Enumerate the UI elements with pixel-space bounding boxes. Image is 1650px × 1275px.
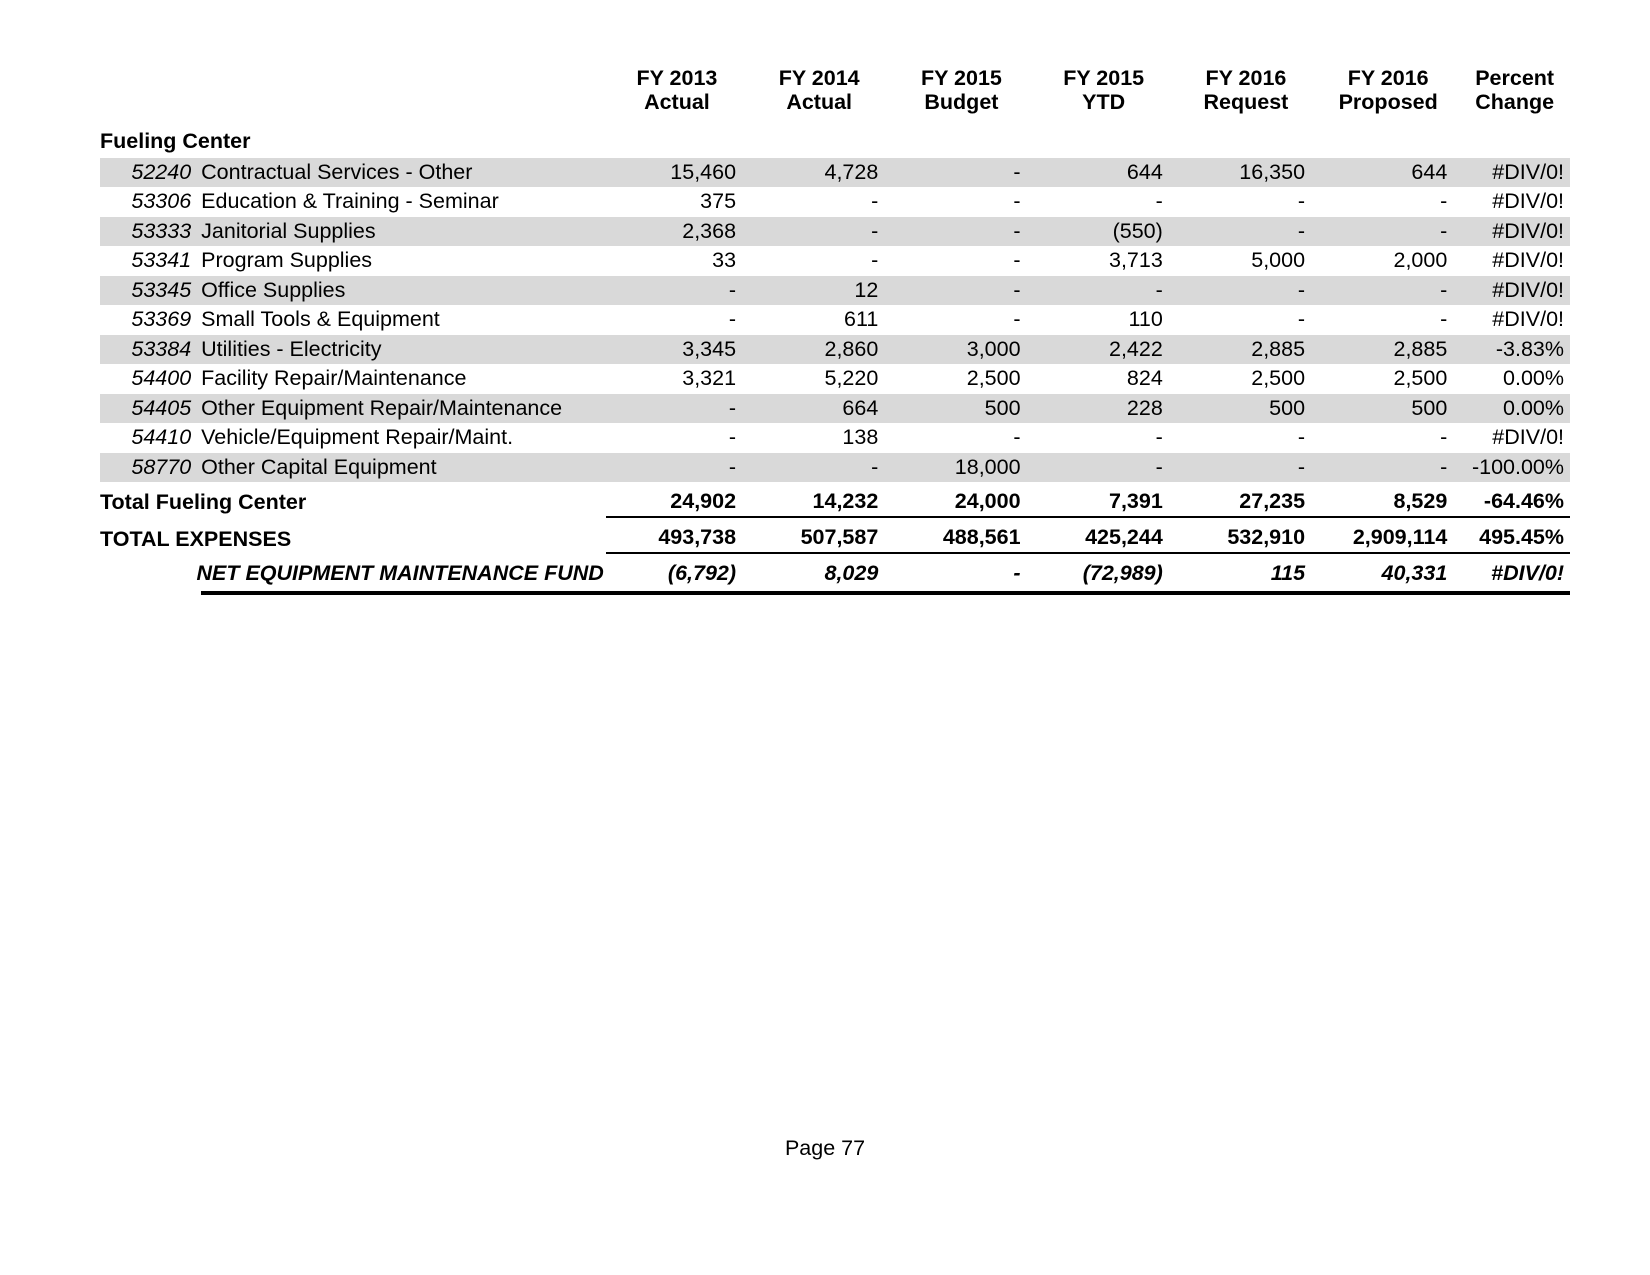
total-expenses-row-fy2015budget: 488,561 xyxy=(890,517,1032,554)
cell-fy2015budget: - xyxy=(1013,189,1021,213)
total-expenses-row-fy2016proposed: 2,909,114 xyxy=(1317,517,1459,554)
budget-table xyxy=(100,58,1570,600)
net-fund-row-fy2014: 8,029 xyxy=(748,553,890,593)
cell-fy2016request: 5,000 xyxy=(1251,248,1306,272)
net-fund-row xyxy=(100,553,1570,593)
table-row xyxy=(100,423,1570,453)
cell-percent-change: #DIV/0! xyxy=(1492,425,1564,449)
cell-fy2016proposed: - xyxy=(1440,425,1448,449)
total-expenses-row-fy2016request: 532,910 xyxy=(1175,517,1317,554)
cell-fy2016request: - xyxy=(1175,276,1317,306)
header-desc-line1 xyxy=(201,58,606,92)
cell-fy2016request: - xyxy=(1297,307,1306,331)
cell-fy2015ytd: (550) xyxy=(1033,217,1175,247)
cell-fy2015ytd: - xyxy=(1033,453,1175,483)
total-expenses-row-percent: 495.45% xyxy=(1459,517,1570,554)
header-desc-line2 xyxy=(201,92,606,130)
cell-fy2014: 4,728 xyxy=(748,158,890,188)
table-row xyxy=(100,187,1570,217)
total-expenses-row xyxy=(100,517,1570,554)
cell-fy2016proposed: 2,000 xyxy=(1393,248,1448,272)
cell-fy2016proposed: - xyxy=(1440,189,1448,213)
cell-fy2013: 375 xyxy=(700,189,737,213)
cell-fy2016proposed: 500 xyxy=(1317,394,1459,424)
account-code: 54400 xyxy=(131,366,192,390)
cell-fy2016request: 2,500 xyxy=(1251,366,1306,390)
cell-fy2014: - xyxy=(748,217,890,247)
cell-fy2016request: 500 xyxy=(1175,394,1317,424)
header-fy2013-line2: Actual xyxy=(644,89,710,114)
header-fy2016proposed-line2: Proposed xyxy=(1338,89,1438,114)
account-description: Small Tools & Equipment xyxy=(201,307,440,331)
cell-fy2014: - xyxy=(871,189,879,213)
cell-fy2016proposed: - xyxy=(1317,217,1459,247)
table-body xyxy=(100,129,1570,600)
section-title-label: Fueling Center xyxy=(100,129,251,153)
cell-fy2015ytd: 3,713 xyxy=(1108,248,1163,272)
cell-fy2014: - xyxy=(871,248,879,272)
table-bottom-rule xyxy=(100,593,1570,600)
cell-fy2015budget: - xyxy=(890,158,1032,188)
account-code: 58770 xyxy=(100,453,201,483)
cell-fy2016proposed: 2,500 xyxy=(1393,366,1448,390)
cell-fy2014: 2,860 xyxy=(748,335,890,365)
cell-fy2015ytd: 110 xyxy=(1128,307,1163,331)
account-description: Vehicle/Equipment Repair/Maint. xyxy=(201,425,514,449)
cell-fy2016proposed: - xyxy=(1440,307,1448,331)
cell-fy2016proposed: 2,885 xyxy=(1317,335,1459,365)
account-code: 53384 xyxy=(100,335,201,365)
cell-fy2014: 5,220 xyxy=(824,366,879,390)
cell-fy2013: 2,368 xyxy=(606,217,748,247)
cell-fy2013: 15,460 xyxy=(606,158,748,188)
table-row xyxy=(100,276,1570,306)
net-fund-row-percent: #DIV/0! xyxy=(1459,553,1570,593)
cell-fy2015budget: - xyxy=(1013,248,1021,272)
section-title-row xyxy=(100,129,1570,158)
header-code-line2 xyxy=(100,92,201,130)
cell-fy2016proposed: - xyxy=(1317,453,1459,483)
cell-percent-change: #DIV/0! xyxy=(1492,307,1564,331)
header-code-line1 xyxy=(100,58,201,92)
total-expenses-row-label: TOTAL EXPENSES xyxy=(100,517,606,554)
account-code: 53369 xyxy=(131,307,192,331)
cell-fy2015budget: 500 xyxy=(890,394,1032,424)
total-expenses-row-fy2014: 507,587 xyxy=(748,517,890,554)
net-fund-row-fy2016request: 115 xyxy=(1175,553,1317,593)
header-fy2015ytd-line1: FY 2015 xyxy=(1063,66,1145,90)
table-row xyxy=(100,246,1570,276)
cell-fy2015ytd: 2,422 xyxy=(1033,335,1175,365)
cell-fy2016proposed: - xyxy=(1317,276,1459,306)
cell-fy2013: 33 xyxy=(712,248,737,272)
cell-percent-change: 0.00% xyxy=(1503,366,1564,390)
total-fueling-center-row-percent: -64.46% xyxy=(1459,482,1570,517)
table-row xyxy=(100,335,1570,365)
cell-fy2015budget: - xyxy=(890,276,1032,306)
total-fueling-center-row-fy2015ytd: 7,391 xyxy=(1033,482,1175,517)
account-description: Office Supplies xyxy=(201,276,606,306)
cell-percent-change: #DIV/0! xyxy=(1492,248,1564,272)
cell-fy2016proposed: 644 xyxy=(1317,158,1459,188)
table-row xyxy=(100,158,1570,188)
header-fy2015ytd-line2: YTD xyxy=(1082,89,1126,114)
cell-fy2015budget: 3,000 xyxy=(890,335,1032,365)
header-fy2015budget-line2: Budget xyxy=(924,89,999,114)
total-expenses-row-fy2013: 493,738 xyxy=(606,517,748,554)
account-code: 53345 xyxy=(100,276,201,306)
table-row xyxy=(100,453,1570,483)
net-fund-row-fy2015budget: - xyxy=(890,553,1032,593)
total-fueling-center-row-fy2016proposed: 8,529 xyxy=(1317,482,1459,517)
account-code: 53341 xyxy=(131,248,192,272)
cell-fy2016request: - xyxy=(1175,217,1317,247)
cell-fy2015budget: - xyxy=(890,217,1032,247)
account-code: 54405 xyxy=(100,394,201,424)
account-description: Janitorial Supplies xyxy=(201,217,606,247)
header-fy2016proposed-line1: FY 2016 xyxy=(1347,66,1429,90)
total-fueling-center-row-fy2013: 24,902 xyxy=(606,482,748,517)
net-fund-row-label: NET EQUIPMENT MAINTENANCE FUND xyxy=(100,553,606,593)
account-description: Other Capital Equipment xyxy=(201,453,606,483)
cell-fy2015ytd: 228 xyxy=(1033,394,1175,424)
cell-fy2014: 138 xyxy=(842,425,879,449)
rule-spacer xyxy=(100,593,201,600)
net-fund-row-fy2013: (6,792) xyxy=(606,553,748,593)
total-fueling-center-row-fy2016request: 27,235 xyxy=(1175,482,1317,517)
header-row-line2 xyxy=(100,92,1570,130)
account-description: Education & Training - Seminar xyxy=(201,189,499,213)
account-description: Facility Repair/Maintenance xyxy=(201,366,467,390)
cell-percent-change: #DIV/0! xyxy=(1492,189,1564,213)
cell-fy2016request: - xyxy=(1175,453,1317,483)
account-code: 53306 xyxy=(131,189,192,213)
cell-fy2016request: 2,885 xyxy=(1175,335,1317,365)
cell-percent-change: -100.00% xyxy=(1459,453,1570,483)
cell-percent-change: -3.83% xyxy=(1459,335,1570,365)
cell-fy2015budget: 18,000 xyxy=(890,453,1032,483)
rule-line xyxy=(201,593,1570,600)
account-description: Program Supplies xyxy=(201,248,373,272)
account-description: Utilities - Electricity xyxy=(201,335,606,365)
account-code: 53333 xyxy=(100,217,201,247)
cell-fy2015ytd: - xyxy=(1155,189,1163,213)
net-fund-row-fy2016proposed: 40,331 xyxy=(1317,553,1459,593)
cell-fy2016request: - xyxy=(1297,189,1306,213)
table-header xyxy=(100,58,1570,129)
header-fy2014-line1: FY 2014 xyxy=(778,66,860,90)
cell-fy2013: - xyxy=(606,453,748,483)
cell-fy2015ytd: - xyxy=(1155,425,1163,449)
cell-percent-change: 0.00% xyxy=(1459,394,1570,424)
total-fueling-center-row-label: Total Fueling Center xyxy=(100,482,606,517)
account-code: 54410 xyxy=(131,425,192,449)
cell-fy2013: 3,345 xyxy=(606,335,748,365)
account-description: Contractual Services - Other xyxy=(201,158,606,188)
cell-fy2013: - xyxy=(606,276,748,306)
cell-percent-change: #DIV/0! xyxy=(1459,217,1570,247)
net-fund-row-fy2015ytd: (72,989) xyxy=(1033,553,1175,593)
cell-percent-change: #DIV/0! xyxy=(1459,276,1570,306)
account-code: 52240 xyxy=(100,158,201,188)
cell-percent-change: #DIV/0! xyxy=(1459,158,1570,188)
header-fy2013-line1: FY 2013 xyxy=(636,66,718,90)
cell-fy2015budget: - xyxy=(1013,425,1021,449)
total-fueling-center-row-fy2014: 14,232 xyxy=(748,482,890,517)
table-row xyxy=(100,305,1570,335)
cell-fy2014: 611 xyxy=(844,307,879,331)
table-row xyxy=(100,394,1570,424)
header-fy2015budget-line1: FY 2015 xyxy=(920,66,1002,90)
cell-fy2013: - xyxy=(728,425,737,449)
header-fy2016request-line1: FY 2016 xyxy=(1205,66,1287,90)
header-fy2016request-line2: Request xyxy=(1203,89,1289,114)
cell-fy2014: 12 xyxy=(748,276,890,306)
header-percent-line1: Percent xyxy=(1475,66,1555,90)
cell-fy2015ytd: 644 xyxy=(1033,158,1175,188)
header-row-line1 xyxy=(100,58,1570,92)
cell-fy2014: - xyxy=(748,453,890,483)
cell-fy2016request: - xyxy=(1297,425,1306,449)
account-description: Other Equipment Repair/Maintenance xyxy=(201,394,606,424)
cell-fy2015ytd: - xyxy=(1033,276,1175,306)
cell-fy2013: - xyxy=(728,307,737,331)
cell-fy2014: 664 xyxy=(748,394,890,424)
total-fueling-center-row-fy2015budget: 24,000 xyxy=(890,482,1032,517)
cell-fy2015budget: 2,500 xyxy=(966,366,1021,390)
cell-fy2015ytd: 824 xyxy=(1126,366,1163,390)
page-footer: Page 77 xyxy=(784,1136,866,1160)
total-expenses-row-fy2015ytd: 425,244 xyxy=(1033,517,1175,554)
header-fy2014-line2: Actual xyxy=(786,89,853,114)
table-row xyxy=(100,217,1570,247)
cell-fy2016request: 16,350 xyxy=(1175,158,1317,188)
cell-fy2013: - xyxy=(606,394,748,424)
header-percent-line2: Change xyxy=(1475,89,1555,114)
cell-fy2013: 3,321 xyxy=(682,366,737,390)
cell-fy2015budget: - xyxy=(1013,307,1021,331)
table-row xyxy=(100,364,1570,394)
total-fueling-center-row xyxy=(100,482,1570,517)
